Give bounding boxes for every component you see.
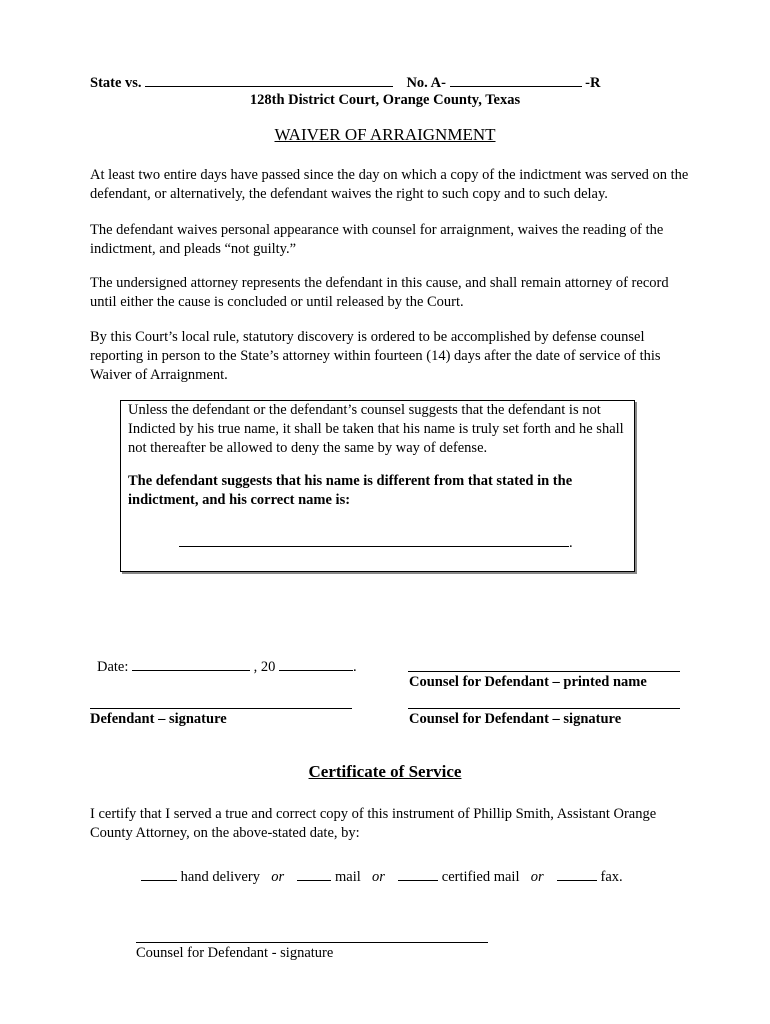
paragraph-attorney: The undersigned attorney represents the defendant in this cause, and shall remain attorney of record until either the cause is concluded or until released by the Court.: [90, 275, 669, 310]
correct-name-blank[interactable]: [179, 532, 569, 547]
certificate-signature-label: Counsel for Defendant - signature: [136, 945, 334, 961]
date-field: [97, 658, 357, 677]
certified-mail-label: certified mail: [441, 869, 520, 885]
fax-label: fax.: [600, 869, 623, 885]
hand-delivery-label: hand delivery: [180, 869, 260, 885]
date-label: Date:: [97, 659, 129, 675]
case-number-label: No. A-: [406, 75, 446, 91]
counsel-signature-line[interactable]: [408, 708, 680, 709]
true-name-text: Unless the defendant or the defendant’s counsel suggests that the defendant is not Indicted by his true name, it shall be taken that his name is truly set forth and he shall not thereafter be allowed to deny the same by way of defense.: [128, 402, 624, 456]
paragraph-waiver: The defendant waives personal appearance with counsel for arraignment, waives the reading of the indictment, and pleads “not guilty.”: [90, 222, 664, 257]
year-prefix: , 20: [253, 659, 276, 675]
or-separator: or: [372, 869, 385, 885]
service-methods: [141, 868, 623, 887]
true-name-box: [120, 400, 635, 572]
correct-name-field[interactable]: [179, 532, 573, 553]
fax-blank[interactable]: [557, 880, 597, 881]
or-separator: or: [271, 869, 285, 885]
case-number-blank[interactable]: [450, 86, 582, 87]
hand-delivery-blank[interactable]: [141, 880, 177, 881]
state-name-blank[interactable]: [145, 86, 393, 87]
court-name: 128th District Court, Orange County, Texas: [249, 92, 521, 108]
counsel-printed-name-label: Counsel for Defendant – printed name: [409, 674, 647, 690]
counsel-printed-name-line[interactable]: [408, 671, 680, 672]
paragraph-discovery: By this Court’s local rule, statutory discovery is ordered to be accomplished by defense counsel reporting in person to the State’s attorney within fourteen (14) days after the date of service of this Waiver of Arraignment.: [90, 329, 661, 383]
certified-mail-blank[interactable]: [398, 880, 438, 881]
year-blank[interactable]: [279, 670, 353, 671]
counsel-signature-label: Counsel for Defendant – signature: [409, 711, 622, 727]
certificate-title: Certificate of Service: [308, 762, 462, 781]
or-separator: or: [530, 869, 544, 885]
page-title: WAIVER OF ARRAIGNMENT: [274, 125, 496, 144]
paragraph-service: At least two entire days have passed since the day on which a copy of the indictment was served on the defendant, or alternatively, the defendant waives the right to such copy and to such delay.: [90, 167, 689, 202]
date-period: .: [353, 659, 357, 675]
defendant-signature-line[interactable]: [90, 708, 352, 709]
state-label: State vs.: [90, 75, 142, 91]
date-blank[interactable]: [132, 670, 250, 671]
certificate-signature-line[interactable]: [136, 942, 488, 943]
defendant-signature-label: Defendant – signature: [90, 711, 227, 727]
correct-name-period: .: [569, 535, 573, 551]
mail-blank[interactable]: [297, 880, 331, 881]
mail-label: mail: [334, 869, 361, 885]
certificate-text: I certify that I served a true and correct copy of this instrument of Phillip Smith, Assistant Orange County Attorney, on the above-stated date, by:: [90, 806, 657, 841]
name-different-statement: The defendant suggests that his name is different from that stated in the indictment, and his correct name is:: [128, 473, 573, 508]
case-number-suffix: -R: [585, 75, 601, 91]
